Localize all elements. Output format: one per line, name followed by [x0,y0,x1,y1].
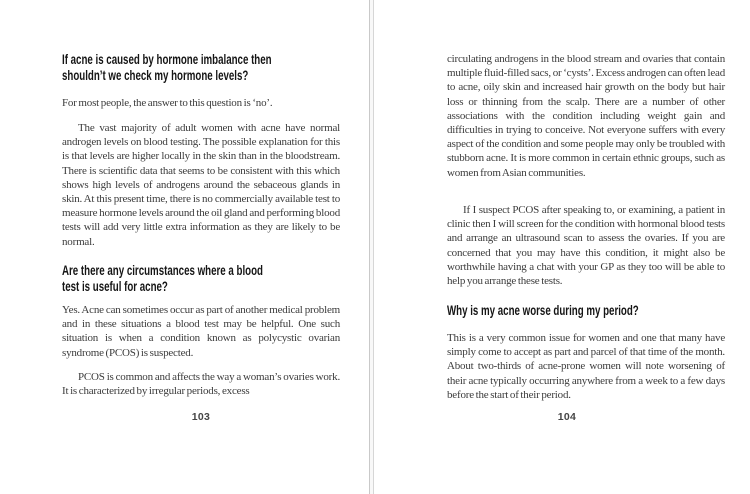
page-number-left: 103 [191,411,211,423]
heading-line: If acne is caused by hormone imbalance then [62,52,272,67]
section-heading-hormone-levels [62,52,336,83]
body-paragraph: PCOS is common and affects the way a woman’s ovaries work. It is characterized by irregular periods, excess [62,371,340,398]
page-number-right: 104 [557,411,577,423]
section-heading-blood-test [62,263,336,294]
heading-line: Are there any circumstances where a blood [62,263,263,278]
page-gutter-line [369,0,374,494]
heading-line: Why is my acne worse during my period? [447,303,639,318]
body-paragraph: circulating androgens in the blood stream and ovaries that contain multiple fluid-filled sacs, or ‘cysts’. Excess androgen can often lead to acne, oily skin and increased hair growth on the body but hair loss or thinning from the scalp. There are a number of other associations with the condition including weight gain and difficulties in trying to conceive. Not everyone suffers with every aspect of the condition and some people may only be troubled with stubborn acne. It is more common in certain ethnic groups, such as women from Asian communities. [447,53,725,179]
body-paragraph: Yes. Acne can sometimes occur as part of another medical problem and in these situations a blood test may be helpful. One such situation is when a condition known as polycystic ovarian syndrome (PCOS) is suspected. [62,304,340,359]
body-paragraph: The vast majority of adult women with acne have normal androgen levels on blood testing. The possible explanation for this is that levels are higher locally in the skin than in the bloodstream. There is scientific data that seems to be consistent with this which shows high levels of androgens around the sebaceous glands in skin. At this present time, there is no commercially available test to measure hormone levels around the oil gland and performing blood tests will add very little extra information as they are likely to be normal. [62,122,340,248]
body-paragraph: For most people, the answer to this question is ‘no’. [62,97,273,109]
left-page [62,0,340,494]
heading-line: test is useful for acne? [62,278,168,294]
right-page [447,0,725,494]
section-heading-period-acne [447,303,721,319]
body-paragraph: This is a very common issue for women and one that many have simply come to accept as part and parcel of that time of the month. About two-thirds of acne-prone women will note worsening of their acne typically occurring anywhere from a week to a few days before the start of their period. [447,332,725,401]
body-paragraph: If I suspect PCOS after speaking to, or examining, a patient in clinic then I will screen for the condition with hormonal blood tests and arrange an ultrasound scan to assess the ovaries. If you are concerned that you may have this condition, it might also be worthwhile having a chat with your GP as they too will be able to help you arrange these tests. [447,204,725,288]
heading-line: shouldn’t we check my hormone levels? [62,67,249,83]
